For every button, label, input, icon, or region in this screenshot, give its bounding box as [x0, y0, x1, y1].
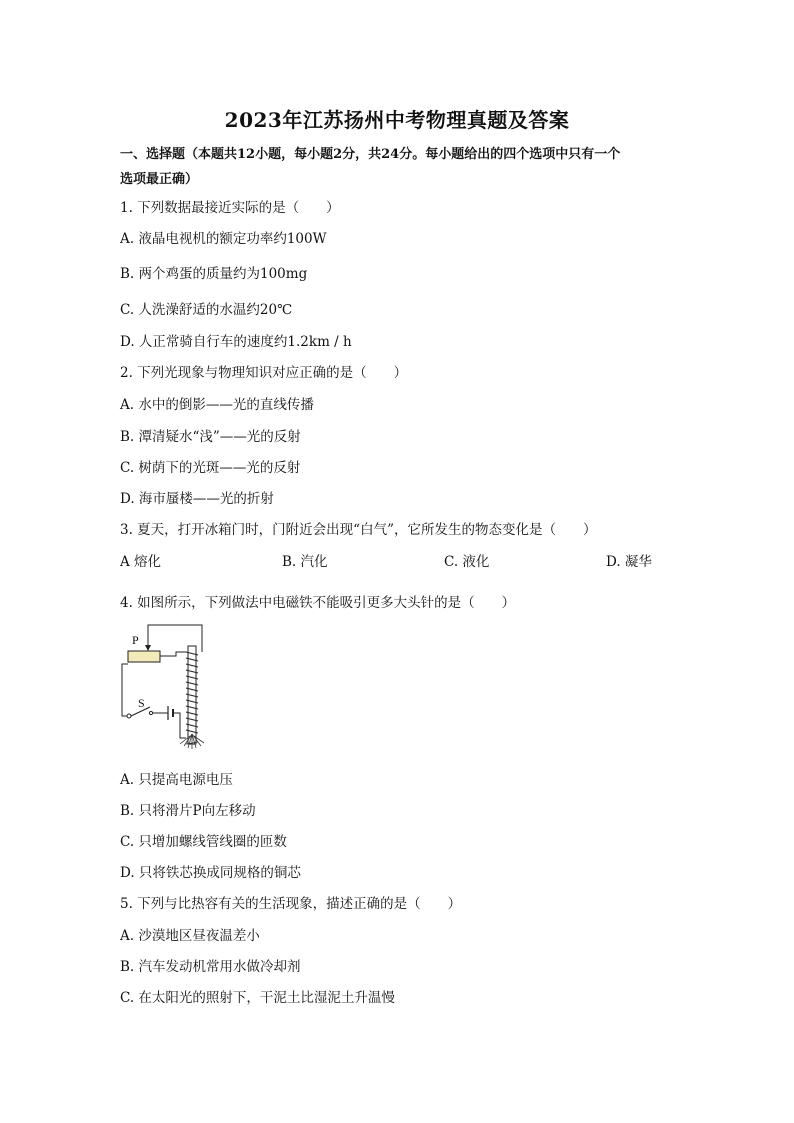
figure-label-s: S — [138, 696, 145, 710]
page-title: 2023年江苏扬州中考物理真题及答案 — [224, 108, 570, 132]
question-4-option-d: D. 只将铁芯换成同规格的铜芯 — [120, 865, 301, 881]
question-2-option-a: A. 水中的倒影——光的直线传播 — [120, 397, 314, 413]
section-heading-line1: 一、选择题（本题共12小题，每小题2分，共24分。每小题给出的四个选项中只有一个 — [120, 147, 621, 162]
slider-arrow-icon — [145, 645, 151, 651]
question-1-option-b: B. 两个鸡蛋的质量约为100mg — [120, 266, 308, 282]
question-1-option-d: D. 人正常骑自行车的速度约1.2km / h — [120, 334, 352, 350]
question-2-option-b: B. 潭清疑水“浅”——光的反射 — [120, 429, 301, 445]
question-3-stem: 3. 夏天，打开冰箱门时，门附近会出现“白气”，它所发生的物态变化是（ ） — [120, 522, 597, 538]
rheostat-icon — [128, 651, 160, 662]
question-3-option-d: D. 凝华 — [606, 554, 652, 570]
question-1-option-c: C. 人洗澡舒适的水温约20℃ — [120, 302, 293, 318]
question-5-option-a: A. 沙漠地区昼夜温差小 — [120, 928, 260, 944]
electromagnet-circuit-figure — [114, 622, 224, 750]
question-4-stem: 4. 如图所示，下列做法中电磁铁不能吸引更多大头针的是（ ） — [120, 595, 516, 611]
pins-icon — [180, 734, 204, 749]
question-3-option-a: A 熔化 — [120, 554, 162, 570]
question-5-option-c: C. 在太阳光的照射下，干泥土比湿泥土升温慢 — [120, 990, 395, 1006]
question-2-option-d: D. 海市蜃楼——光的折射 — [120, 491, 274, 507]
switch-contact-icon — [127, 714, 131, 718]
question-1-option-a: A. 液晶电视机的额定功率约100W — [120, 231, 327, 247]
question-3-option-c: C. 液化 — [444, 554, 490, 570]
question-1-stem: 1. 下列数据最接近实际的是（ ） — [120, 200, 340, 216]
question-2-option-c: C. 树荫下的光斑——光的反射 — [120, 460, 301, 476]
question-3-option-b: B. 汽化 — [282, 554, 328, 570]
question-5-stem: 5. 下列与比热容有关的生活现象，描述正确的是（ ） — [120, 896, 462, 912]
section-heading-line2: 选项最正确） — [120, 172, 199, 187]
question-2-stem: 2. 下列光现象与物理知识对应正确的是（ ） — [120, 365, 408, 381]
question-4-option-b: B. 只将滑片P向左移动 — [120, 803, 256, 819]
question-4-option-a: A. 只提高电源电压 — [120, 772, 233, 788]
figure-label-p: P — [132, 633, 139, 647]
question-4-option-c: C. 只增加螺线管线圈的匝数 — [120, 834, 287, 850]
question-5-option-b: B. 汽车发动机常用水做冷却剂 — [120, 959, 301, 975]
